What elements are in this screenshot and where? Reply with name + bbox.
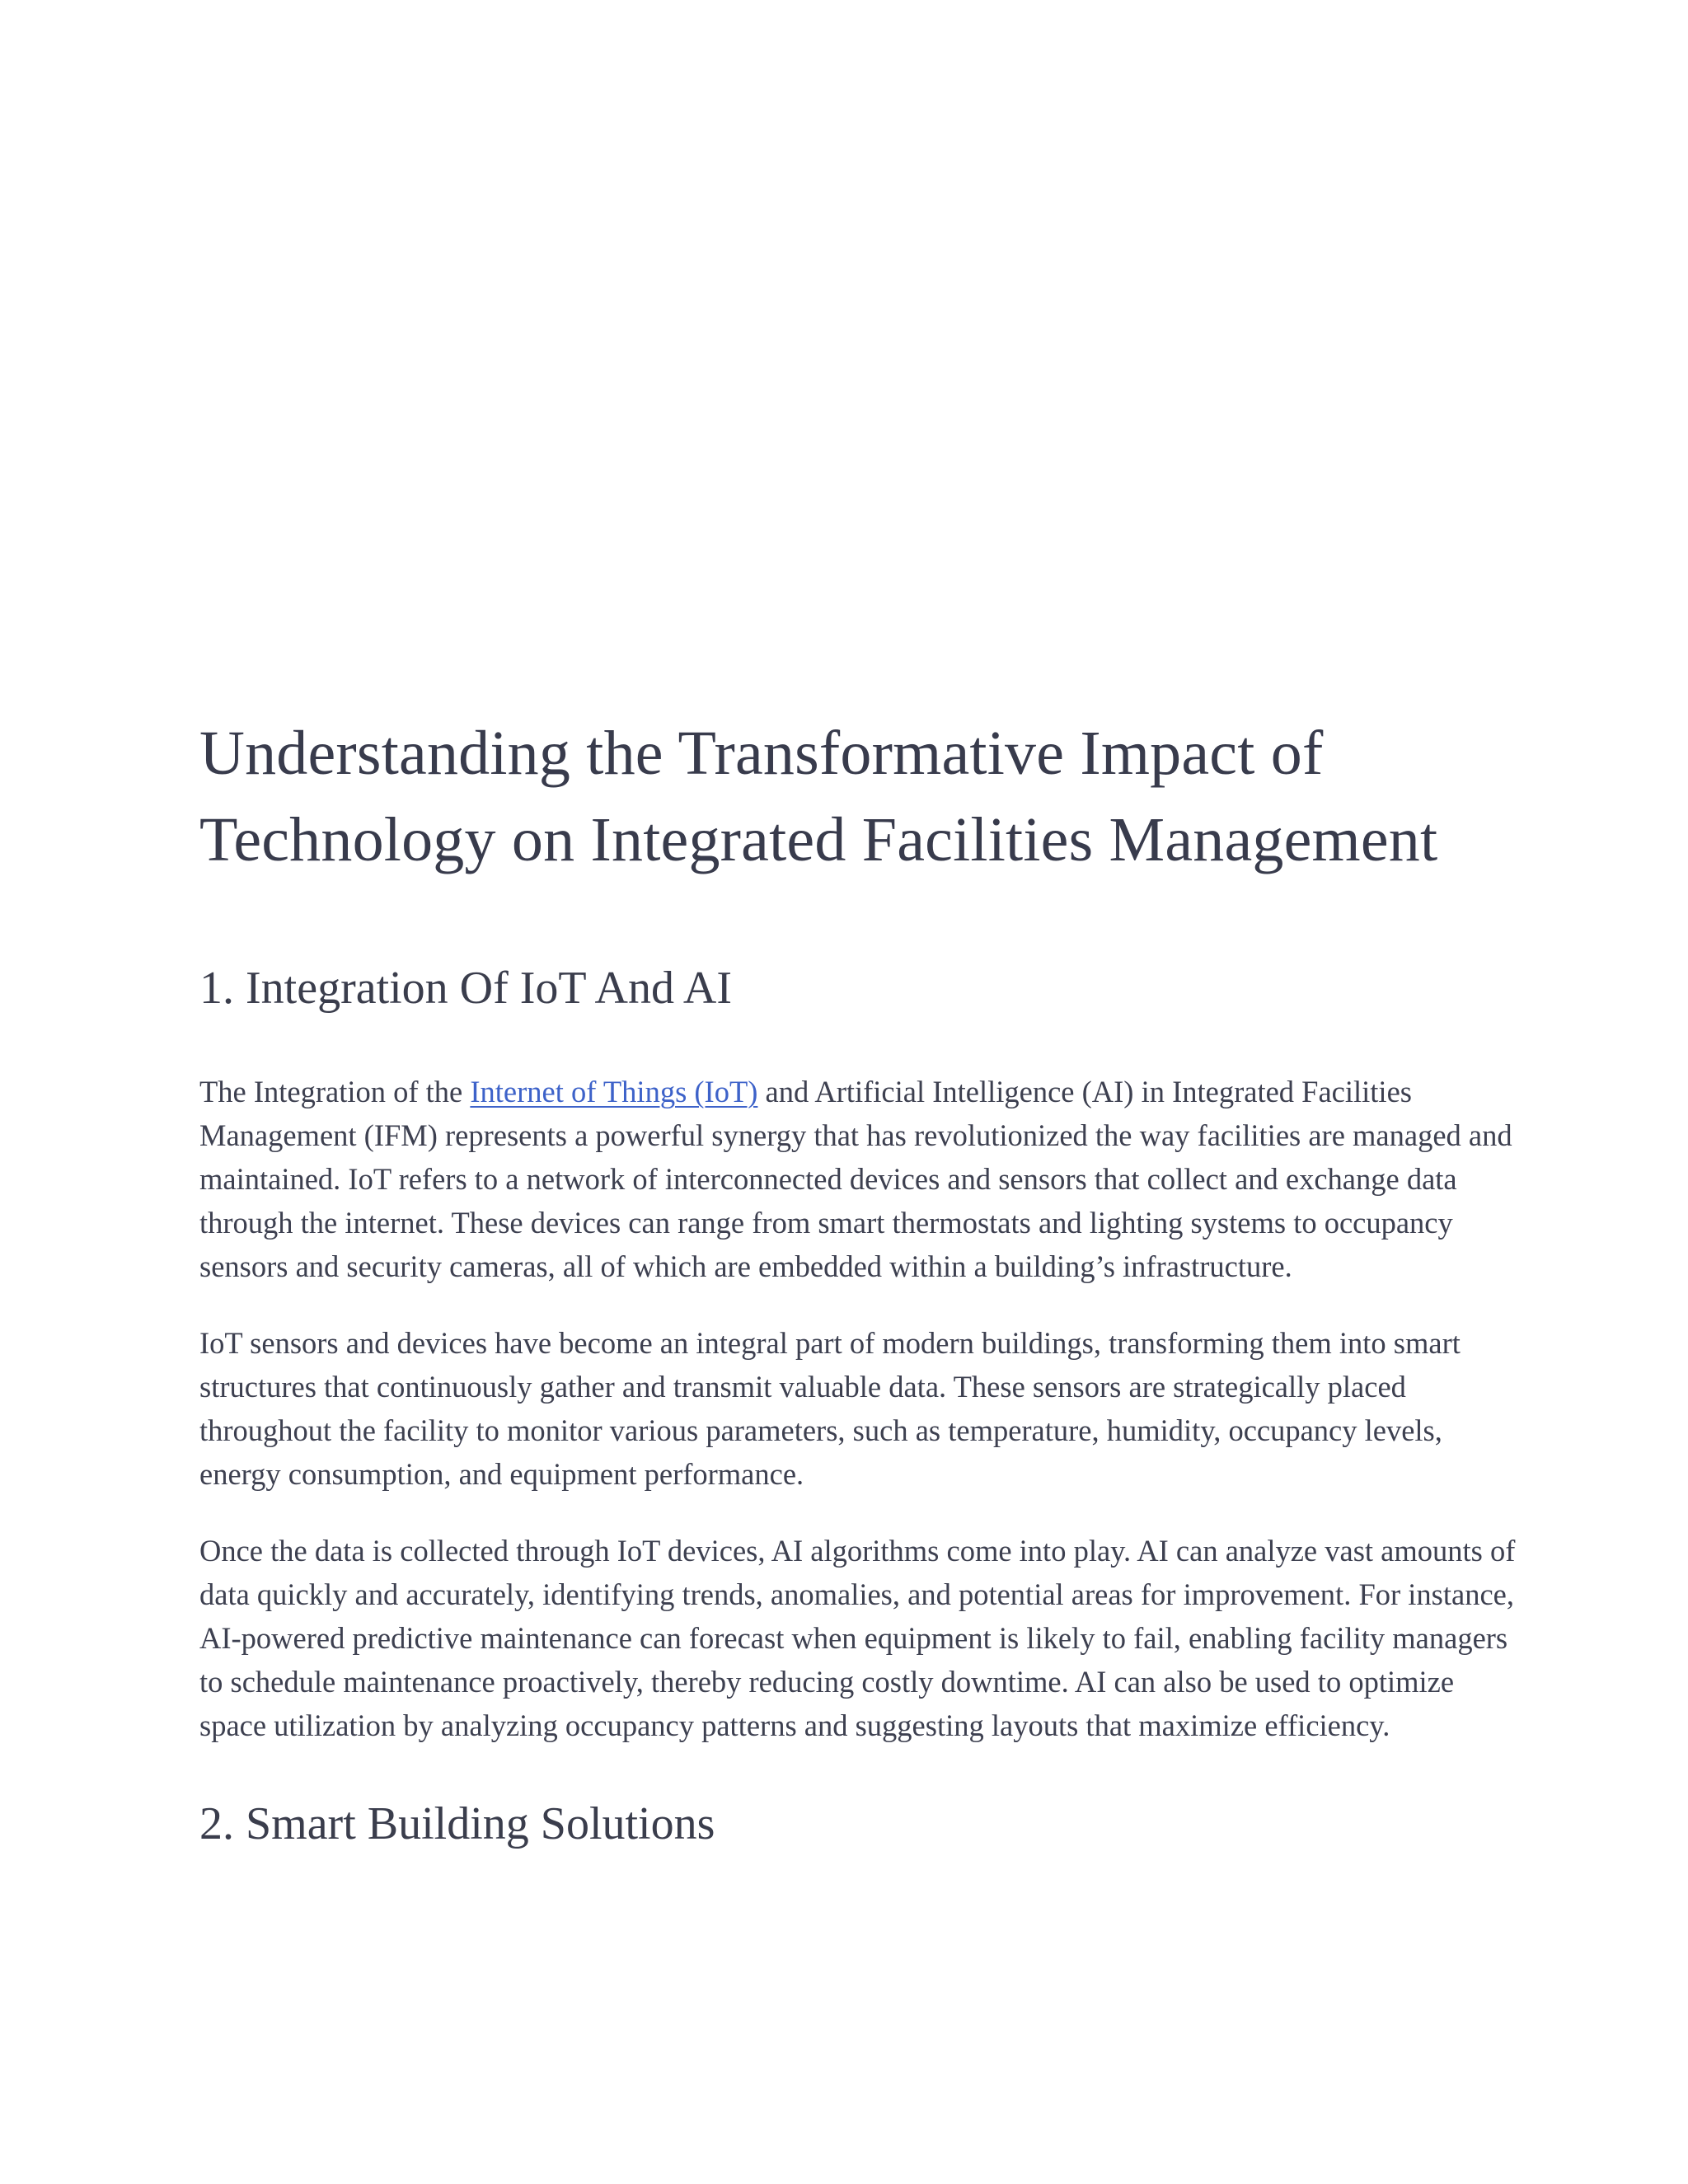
article-body [199, 710, 1518, 1853]
section-heading-smart-building: 2. Smart Building Solutions [199, 1798, 715, 1849]
page-title [199, 710, 1518, 883]
paragraph-text-after-link: and Artificial Intelligence (AI) in Integrated Facilities Management (IFM) represents a powerful synergy that has revolutionized the way facilities are managed and maintained. IoT refers to a network of interconnected devices and sensors that collect and exchange data through the internet. These devices can range from smart thermostats and lighting systems to occupancy sensors and security cameras, all of which are embedded within a building’s infrastructure. [199, 1075, 1512, 1283]
paragraph-iot-ai-intro [199, 1070, 1518, 1288]
paragraph-ai-algorithms: Once the data is collected through IoT devices, AI algorithms come into play. AI can analyze vast amounts of data quickly and accurately, identifying trends, anomalies, and potential areas for improvement. For instance, AI-powered predictive maintenance can forecast when equipment is likely to fail, enabling facility managers to schedule maintenance proactively, thereby reducing costly downtime. AI can also be used to optimize space utilization by analyzing occupancy patterns and suggesting layouts that maximize efficiency. [199, 1534, 1516, 1742]
iot-link[interactable]: Internet of Things (IoT) [470, 1075, 758, 1108]
paragraph-iot-sensors: IoT sensors and devices have become an integral part of modern buildings, transforming them into smart structures that continuously gather and transmit valuable data. These sensors are strategically placed throughout the facility to monitor various parameters, such as temperature, humidity, occupancy levels, energy consumption, and equipment performance. [199, 1326, 1461, 1491]
paragraph-text-before-link: The Integration of the [199, 1075, 471, 1108]
section-heading-iot-ai: 1. Integration Of IoT And AI [199, 963, 732, 1014]
page-title-line-2: Technology on Integrated Facilities Management [199, 805, 1438, 874]
page-title-line-1: Understanding the Transformative Impact of [199, 719, 1324, 788]
